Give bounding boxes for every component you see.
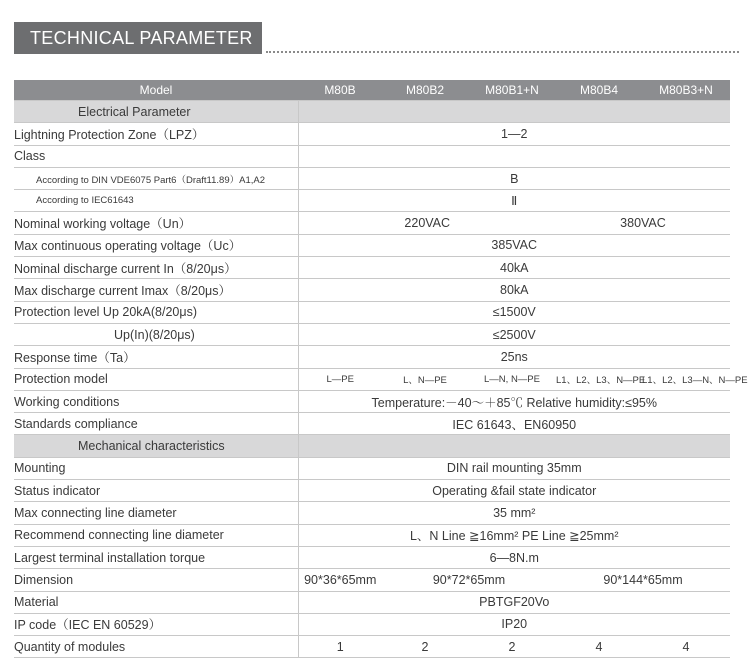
row-label: Dimension — [14, 569, 298, 591]
row-value: L、N Line ≧16mm² PE Line ≧25mm² — [298, 524, 730, 546]
row-value: 40kA — [298, 257, 730, 279]
row-label: Nominal working voltage（Un） — [14, 212, 298, 234]
row-value: B — [298, 167, 730, 189]
table-row — [14, 569, 730, 591]
row-label: Lightning Protection Zone（LPZ） — [14, 123, 298, 145]
table-row — [14, 346, 730, 368]
row-value: 90*72*65mm — [382, 569, 556, 591]
row-value: Temperature:－40～＋85℃ Relative humidity:≤95% — [298, 390, 730, 412]
table-row — [14, 279, 730, 301]
model-m80b4: M80B4 — [556, 80, 642, 101]
row-value: 6—8N.m — [298, 546, 730, 568]
parameter-table — [14, 80, 748, 658]
table-row — [14, 390, 730, 412]
row-value: 4 — [556, 636, 642, 658]
row-value: IEC 61643、EN60950 — [298, 413, 730, 435]
row-value: 385VAC — [298, 234, 730, 256]
row-value: 2 — [468, 636, 556, 658]
section-title-mechanical: Mechanical characteristics — [14, 435, 298, 457]
row-value: 380VAC — [556, 212, 730, 234]
table-row — [14, 212, 730, 234]
row-value: Operating &fail state indicator — [298, 480, 730, 502]
row-label: Standards compliance — [14, 413, 298, 435]
row-label: Max continuous operating voltage（Uc） — [14, 234, 298, 256]
row-label: Material — [14, 591, 298, 613]
table-row — [14, 257, 730, 279]
table-row — [14, 546, 730, 568]
row-value: 1—2 — [298, 123, 730, 145]
model-header-label: Model — [14, 80, 298, 101]
table-row — [14, 234, 730, 256]
row-value: 90*36*65mm — [298, 569, 382, 591]
row-value: L—PE — [298, 368, 382, 390]
row-value: L1、L2、L3、N—PE — [556, 368, 642, 390]
row-label: Max connecting line diameter — [14, 502, 298, 524]
row-label: Protection model — [14, 368, 298, 390]
row-label: According to DIN VDE6075 Part6（Draft11.89）A1,A2 — [14, 167, 298, 189]
row-label: IP code（IEC EN 60529） — [14, 613, 298, 635]
row-value: 25ns — [298, 346, 730, 368]
row-value: L1、L2、L3—N、N—PE — [642, 368, 730, 390]
row-value: 35 mm² — [298, 502, 730, 524]
table-row — [14, 413, 730, 435]
section-header — [14, 22, 739, 54]
row-value: L、N—PE — [382, 368, 468, 390]
row-label: Protection level Up 20kA(8/20μs) — [14, 301, 298, 323]
model-m80b: M80B — [298, 80, 382, 101]
row-value: DIN rail mounting 35mm — [298, 457, 730, 479]
table-row — [14, 190, 730, 212]
row-label: Working conditions — [14, 390, 298, 412]
table-row — [14, 167, 730, 189]
row-value: 220VAC — [298, 212, 556, 234]
row-value: 90*144*65mm — [556, 569, 730, 591]
table-row — [14, 457, 730, 479]
model-m80b1n: M80B1+N — [468, 80, 556, 101]
table-row — [14, 480, 730, 502]
table-row — [14, 636, 730, 658]
table-row — [14, 145, 730, 167]
row-value: 4 — [642, 636, 730, 658]
dotted-divider — [266, 51, 739, 53]
model-m80b3n: M80B3+N — [642, 80, 730, 101]
section-row-mechanical — [14, 435, 730, 457]
row-label: Largest terminal installation torque — [14, 546, 298, 568]
row-value: 2 — [382, 636, 468, 658]
row-label: Mounting — [14, 457, 298, 479]
section-row-electrical — [14, 101, 730, 123]
table-row — [14, 524, 730, 546]
section-title-electrical: Electrical Parameter — [14, 101, 298, 123]
model-m80b2: M80B2 — [382, 80, 468, 101]
row-label: Class — [14, 145, 298, 167]
table-row — [14, 301, 730, 323]
row-value: ≤2500V — [298, 323, 730, 345]
table-row — [14, 323, 730, 345]
row-label: According to IEC61643 — [14, 190, 298, 212]
row-value: Ⅱ — [298, 190, 730, 212]
row-value: 1 — [298, 636, 382, 658]
table-row — [14, 123, 730, 145]
row-label: Nominal discharge current In（8/20μs） — [14, 257, 298, 279]
row-value: 80kA — [298, 279, 730, 301]
row-value: L—N, N—PE — [468, 368, 556, 390]
row-value: IP20 — [298, 613, 730, 635]
page-title: TECHNICAL PARAMETER — [14, 22, 262, 54]
table-row — [14, 613, 730, 635]
row-label: Response time（Ta） — [14, 346, 298, 368]
row-label: Up(In)(8/20μs) — [14, 323, 298, 345]
table-row — [14, 368, 730, 390]
row-label: Quantity of modules — [14, 636, 298, 658]
row-label: Recommend connecting line diameter — [14, 524, 298, 546]
row-value: PBTGF20Vo — [298, 591, 730, 613]
table-header-row — [14, 80, 730, 101]
table-row — [14, 502, 730, 524]
row-label: Max discharge current Imax（8/20μs） — [14, 279, 298, 301]
table-row — [14, 591, 730, 613]
row-label: Status indicator — [14, 480, 298, 502]
row-value: ≤1500V — [298, 301, 730, 323]
